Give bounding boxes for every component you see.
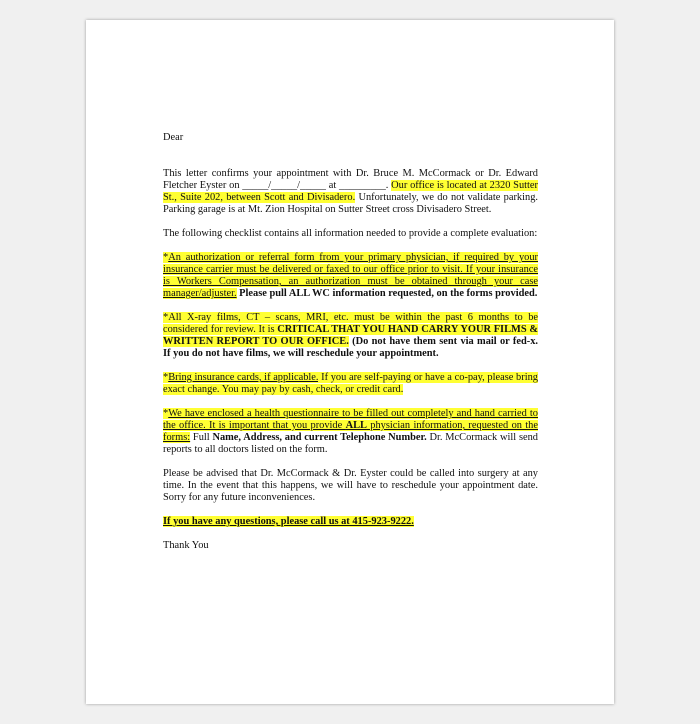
item-star: * [163, 372, 169, 383]
salutation: Dear [163, 132, 184, 143]
contact-details-text: Name, Address, and current Telephone Number. [212, 432, 427, 443]
questions-line [163, 516, 538, 528]
insurance-cards-text: Bring insurance cards, if applicable. [168, 372, 319, 383]
reports-text: Dr. McCormack will send reports to all doctors listed on the form. [163, 432, 539, 455]
all-text: ALL [345, 420, 367, 431]
no-mail-text: (Do not have them sent via mail or fed-x. If you do not have films, we will reschedule your appointment. [163, 336, 539, 359]
payment-text: If you are self-paying or have a co-pay, please bring exact change. You may pay by cash, check, or credit card. [163, 372, 538, 395]
physician-info-text: physician information, requested on the forms: [163, 420, 538, 443]
xray-text: *All X-ray films, CT – scans, MRI, etc. must be within the past 6 months to be considered for review. It is [163, 312, 538, 335]
document-page [86, 20, 614, 704]
item-star: * [163, 252, 169, 263]
checklist-item-xray [163, 312, 538, 360]
surgery-notice-paragraph: Please be advised that Dr. McCormack & Dr. Eyster could be called into surgery at any time. In the event that this happens, we will have to reschedule your appointment date. Sorry for any future inconveniences. [163, 468, 538, 503]
checklist-intro: The following checklist contains all information needed to provide a complete evaluation: [163, 228, 538, 239]
item-star: * [163, 408, 169, 419]
authorization-text: An authorization or referral form from your primary physician, if required by your insurance carrier must be delivered or faxed to our office prior to visit. If your insurance is Workers Compensation, an authorization must be obtained through your case manager/adjuster. [163, 252, 538, 299]
checklist-item-questionnaire [163, 408, 538, 456]
wc-info-text: Please pull ALL WC information requested, on the forms provided. [236, 288, 538, 299]
closing: Thank You [163, 540, 209, 551]
appointment-text: This letter confirms your appointment with Dr. Bruce M. McCormack or Dr. Edward Fletcher Eyster on _____/_____/_____ at _________. [163, 168, 538, 191]
checklist-item-authorization [163, 252, 538, 300]
parking-text: Unfortunately, we do not validate parking. Parking garage is at Mt. Zion Hospital on Sutter Street cross Divisadero Street. [163, 192, 538, 215]
appointment-paragraph [163, 168, 538, 216]
full-text: Full [190, 432, 213, 443]
questionnaire-text: We have enclosed a health questionnaire to be filled out completely and hand carried to the office. It is important that you provide [163, 408, 538, 431]
phone-contact-text: If you have any questions, please call us at 415-923-9222. [163, 516, 414, 527]
office-address-highlight: Our office is located at 2320 Sutter St., Suite 202, between Scott and Divisadero. [163, 180, 538, 203]
hand-carry-films-text: CRITICAL THAT YOU HAND CARRY YOUR FILMS & WRITTEN REPORT TO OUR OFFICE. [163, 324, 538, 347]
letter-body [163, 132, 538, 552]
checklist-item-insurance [163, 372, 538, 396]
